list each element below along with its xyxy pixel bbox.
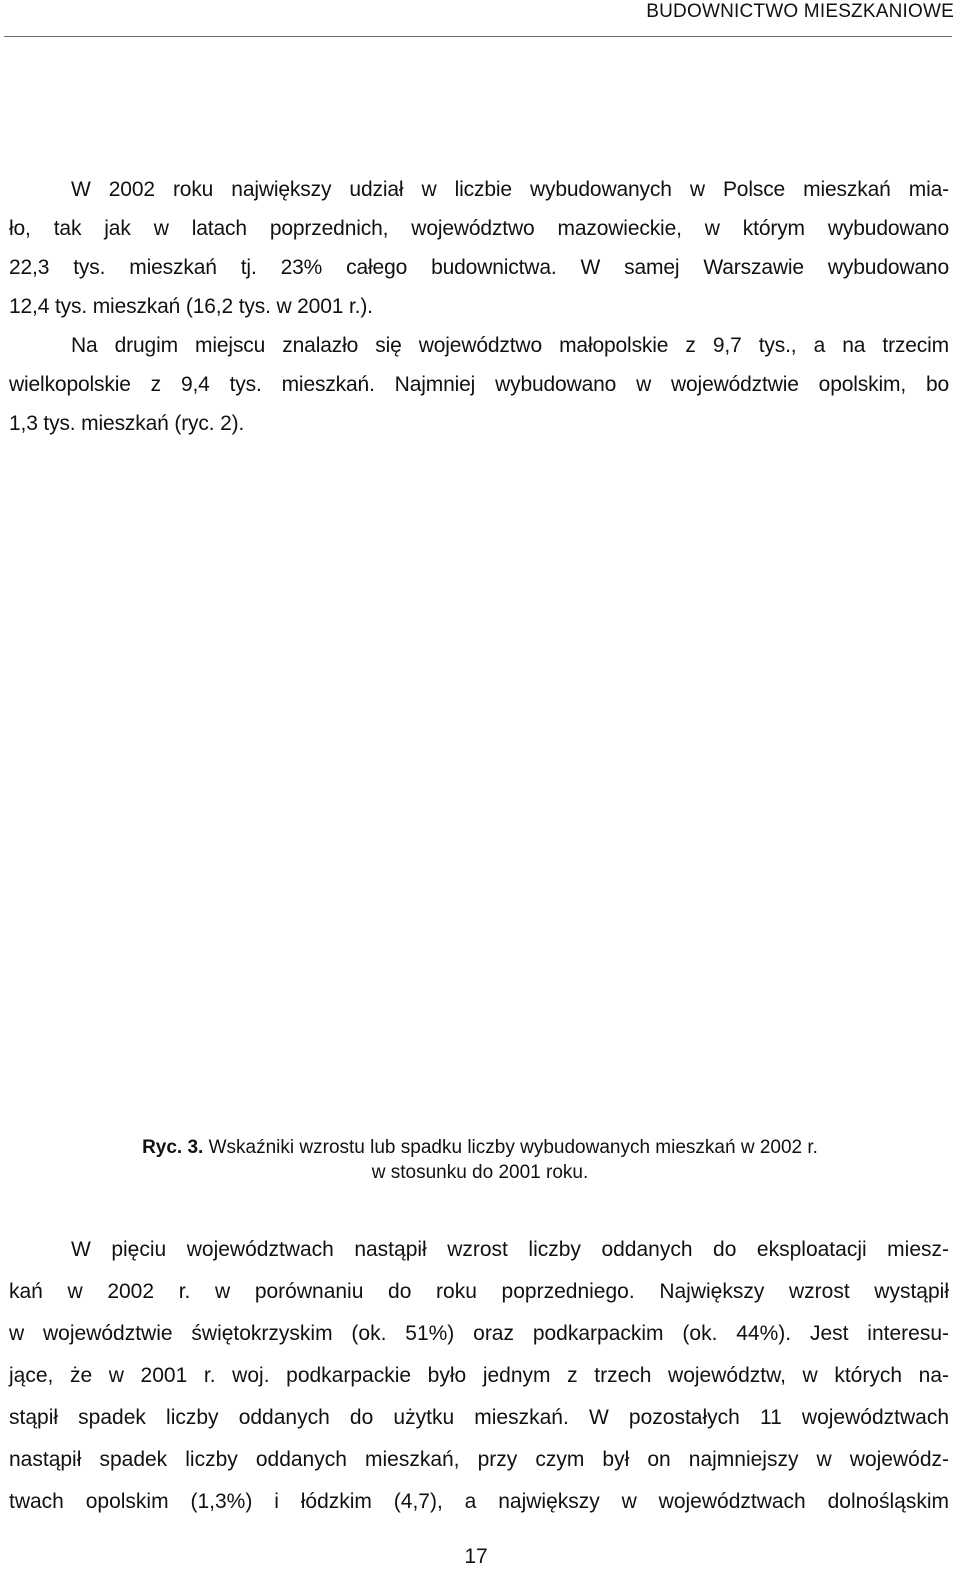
text-line: W pięciu województwach nastąpił wzrost liczby oddanych do eksploatacji miesz- [71, 1238, 949, 1261]
header-divider [4, 36, 952, 37]
text-line: kań w 2002 r. w porównaniu do roku poprzedniego. Największy wzrost wystąpił [9, 1280, 949, 1303]
text-line: ło, tak jak w latach poprzednich, województwo mazowieckie, w którym wybudowano [9, 217, 949, 240]
running-header: BUDOWNICTWO MIESZKANIOWE [646, 1, 954, 22]
text-line: w województwie świętokrzyskim (ok. 51%) oraz podkarpackim (ok. 44%). Jest interesu- [9, 1322, 949, 1345]
text-line: nastąpił spadek liczby oddanych mieszkań, przy czym był on najmniejszy w wojewódz- [9, 1448, 949, 1471]
figure-caption-line-1 [0, 1135, 960, 1160]
text-line: Na drugim miejscu znalazło się województwo małopolskie z 9,7 tys., a na trzecim [71, 334, 949, 357]
text-line: twach opolskim (1,3%) i łódzkim (4,7), a największy w województwach dolnośląskim [9, 1490, 949, 1513]
page-number: 17 [464, 1545, 488, 1568]
text-line: 22,3 tys. mieszkań tj. 23% całego budownictwa. W samej Warszawie wybudowano [9, 256, 949, 279]
text-line: 1,3 tys. mieszkań (ryc. 2). [9, 412, 245, 435]
text-line: 12,4 tys. mieszkań (16,2 tys. w 2001 r.). [9, 295, 373, 318]
figure-caption-line-2: w stosunku do 2001 roku. [371, 1162, 589, 1183]
figure-label: Ryc. 3. [142, 1137, 204, 1158]
figure-caption [0, 1135, 960, 1185]
text-line: W 2002 roku największy udział w liczbie wybudowanych w Polsce mieszkań mia- [71, 178, 949, 201]
paragraph-growth-indicators [9, 1229, 949, 1523]
text-line: wielkopolskie z 9,4 tys. mieszkań. Najmniej wybudowano w województwie opolskim, bo [9, 373, 949, 396]
text-line: stąpił spadek liczby oddanych do użytku mieszkań. W pozostałych 11 województwach [9, 1406, 949, 1429]
figure-title: Wskaźniki wzrostu lub spadku liczby wybudowanych mieszkań w 2002 r. [208, 1137, 818, 1158]
text-line: jące, że w 2001 r. woj. podkarpackie było jednym z trzech województw, w których na- [9, 1364, 949, 1387]
paragraph-regional-leaders [9, 170, 949, 443]
